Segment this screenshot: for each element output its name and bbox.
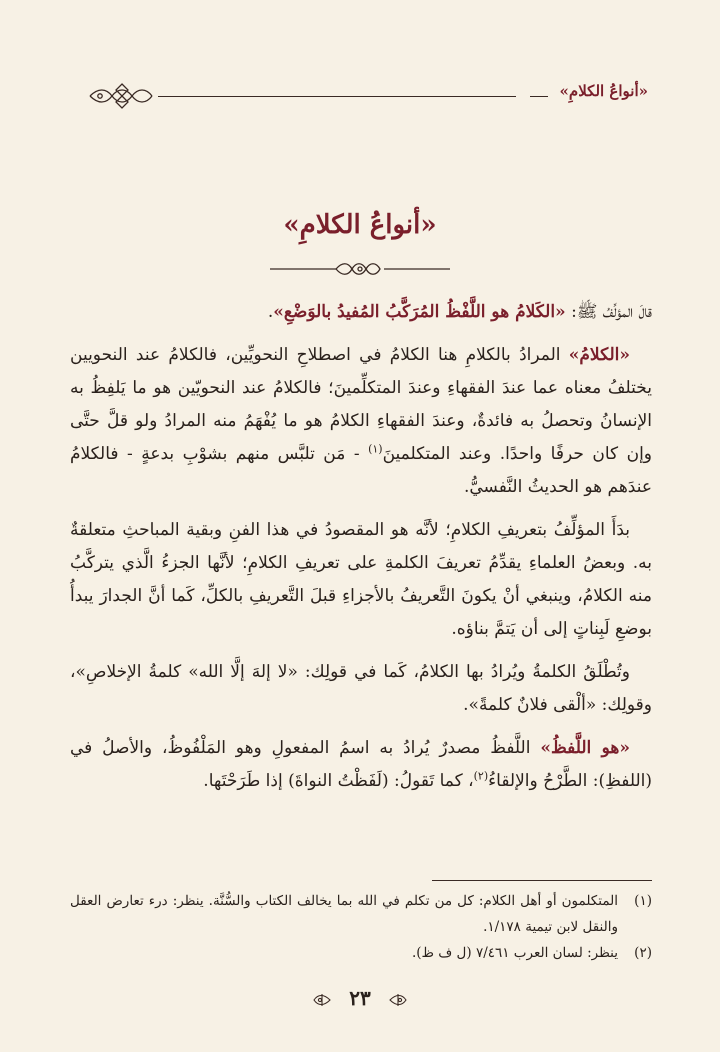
text-segment: ، كما تَقولُ: (لَفَظْتُ النواةَ) إذا طَرَحْتَها. [203,771,474,791]
header-rule [158,96,516,97]
paragraph-lafz [70,732,652,798]
footnote-number: (٢) [634,945,652,961]
term-kalam: «الكلامُ» [568,345,630,365]
chapter-title: «أنواعُ الكلامِ» [283,210,437,240]
header-rule-short [530,96,548,97]
footnote-ref-1[interactable]: (١) [368,442,383,456]
footnotes [70,888,652,966]
paragraph-definition-order: بدَأَ المؤلِّفُ بتعريفِ الكلامِ؛ لأنَّه هو المقصودُ في هذا الفنِ وبقية المباحثِ متعلقةٌ به. وبعضُ العلماءِ يقدِّمُ تعريفَ الكلمةِ على تعريفِ الكلامِ؛ لأنَّها الجزءُ الَّذي يتركَّبُ منه الكلامُ، وينبغي أنْ يكونَ التَّعريفُ بالأجزاءِ قبلَ التَّعريفِ بالكلِّ، كَما أنَّ الجدارَ يبدأُ بوضعِ لَبِناتٍ إلى أن يَتمَّ بناؤه. [70,520,652,639]
quoted-definition: «الكَلامُ هو اللَّفْظُ المُرَكَّبُ المُفيدُ بالوَضْعِ» [273,302,566,322]
footnote-2 [70,940,652,966]
text-segment: . [267,302,274,322]
paragraph-kalam [70,339,652,504]
page-number-area [0,986,720,1014]
footnote-text: المتكلمون أو أهل الكلام: كل من تكلم في الله بما يخالف الكتاب والسُّنَّة. ينظر: درء تعارض العقل والنقل لابن تيمية ١/١٧٨. [70,893,618,935]
text-segment: : [565,302,577,322]
text-segment: اللَّفظُ مصدرٌ يُرادُ به اسمُ المفعولِ وهو المَلْفُوظُ، والأصلُ في (اللفظِ): الطَّرْحُ والإلقاءُ [70,738,652,791]
text-segment: - مَن تلبَّس منهم بشوْبِ بدعةٍ - فالكلامُ عندَهم هو الحديثُ النَّفسيُّ. [70,444,652,497]
honorific: ﷺ [576,302,598,322]
footnote-rule [432,880,652,881]
running-header [88,78,648,112]
knot-ornament-icon [88,82,154,110]
divider-ornament-icon [270,258,450,280]
body-text [70,296,652,798]
running-header-title: «أنواعُ الكلامِ» [559,82,648,100]
floral-ornament-icon [312,990,332,1010]
floral-ornament-icon [388,990,408,1010]
text-segment: قالَ المؤلِّفُ [597,302,652,322]
term-lafz: «هو اللَّفظُ» [540,738,630,758]
paragraph-author-quote [70,296,652,329]
paragraph-kalima: وتُطْلَقُ الكلمةُ ويُرادُ بها الكلامُ، كَما في قولِك: «لا إلهَ إلَّا الله» كلمةُ الإخلاصِ»، وقولِك: «ألْقى فلانٌ كلمةً». [70,662,652,715]
footnote-number: (١) [634,893,652,909]
footnote-text: ينظر: لسان العرب ٧/٤٦١ (ل ف ظ). [411,945,618,961]
footnote-1 [70,888,652,940]
page-number: ٢٣ [349,986,371,1010]
text-segment: المرادُ بالكلامِ هنا الكلامُ في اصطلاحِ النحويِّين، فالكلامُ عند النحويين يختلفُ معناه عما عندَ الفقهاءِ وعندَ المتكلِّمينَ؛ فالكلامُ عند النحويّين هو ما يَلفِظُ به الإنسانُ وتحصلُ به فائدةٌ، وعندَ الفقهاءِ الكلامُ هو ما يُفْهَمُ منه المرادُ ولو قلَّ حتَّى وإن كان حرفًا واحدًا. وعند المتكلمينَ [70,345,653,464]
footnote-ref-2[interactable]: (٢) [473,769,489,783]
